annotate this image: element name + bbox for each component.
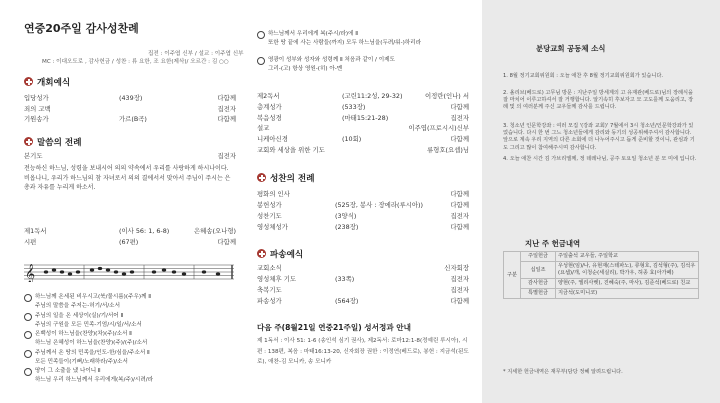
response-circle-icon xyxy=(24,331,32,339)
collect-text: 전능하신 하느님, 성령을 보내시어 의의 약속에서 우리를 사랑하게 하시나이다. 비옵나니, 우리가 하느님의 참 자녀로서 의의 결에서서 맞아서 주님이 주시는 은총과 자유를 누리게 하소서. xyxy=(24,165,231,191)
prayer-line: 모든 민족들이(기뻐/노래하라/주)/소서 xyxy=(35,358,128,365)
section-dismissal: 파송예식 xyxy=(270,250,304,260)
cross-icon xyxy=(24,77,33,86)
prayer-line: 주님께서 온 땅의 민족을/인도-한/심을/주소서 Ⅱ xyxy=(35,349,150,356)
order-row xyxy=(24,238,236,247)
prayer-line: 영광이 성부와 성자와 성령께 Ⅱ 처음과 같이 / 이제도 xyxy=(268,57,395,63)
next-week-body: 제 1독서 : 이사 51: 1-6 (송인석 심기 권사), 제2독서: 로마12:1-8(정예린 루시아), 시편 : 138편, 복음 : 마태16:13-20, 신자회장 권한 : 이정연(베드로), 봉헌 : 지금석(된도로), 애찬-김 모니카, 송 모니카 xyxy=(257,338,469,365)
row-label: 제1독서 xyxy=(24,227,47,235)
row-label: 성찬기도 xyxy=(257,212,282,220)
row-role: 은혜송(오나형) xyxy=(193,227,236,235)
svg-text:𝄞: 𝄞 xyxy=(25,264,36,282)
row-detail: (고린11:2성, 29-32) xyxy=(342,92,403,100)
news-item: 2. 올리브(베드로) 고무님 방문 : 지난주일 방세계의 고 유재관(베드로)님의 장례식을 잘 마치어 이루고하셔서 잘 거행합니다. 알기속히 후보자고 모 고도를께 도움리고, 장례 및 의 여러분께 주신 교우들께 감사를 드립니다. xyxy=(503,90,694,111)
row-role: 다함께 xyxy=(450,297,469,305)
row-role: 신자회장 xyxy=(444,264,469,272)
row-label: 평화의 인사 xyxy=(257,190,290,198)
offering-names: 우성현(임)/나, 유현재(스테파노), 류형호, 김석형(주), 김석우(요셉)/개, 이청순(세실리), 박가우, 허종 효(아가페) xyxy=(556,262,699,279)
music-notation xyxy=(24,262,234,282)
order-row xyxy=(257,286,469,295)
row-role: 다함께 xyxy=(450,135,469,144)
row-right: 집전자 xyxy=(217,152,236,160)
word-intro-row xyxy=(24,152,236,161)
row-role: 다함께 xyxy=(217,237,236,246)
offering-type: 주일헌금 xyxy=(521,252,556,262)
prayer-line: 하느님께 온세된 비우시고(북/물시름)(주우)께 Ⅱ xyxy=(35,294,151,300)
cross-icon xyxy=(24,137,33,146)
row-label: 교회와 세상을 위한 기도 xyxy=(257,146,325,154)
row-role: 집전자 xyxy=(450,286,469,294)
right-panel xyxy=(482,0,720,403)
cross-icon xyxy=(257,173,266,182)
row-detail: (564장) xyxy=(335,297,359,305)
row-label: 영성체성가 xyxy=(257,223,288,231)
next-week-title: 다음 주(8월21일 연중21주일) 성서정과 안내 xyxy=(257,323,411,332)
row-detail: (33쪽) xyxy=(335,275,355,283)
prayer-line: 주님의 구원을 모든 민족-기엄/시/일/서/소서 xyxy=(35,321,142,328)
row-detail: (533장) xyxy=(342,102,366,111)
news-item: 3. 청소년 인문학강좌 : 여러 모집 '(강좌 교회)' 7월에서 3시 청소년/인문학강좌가 있었습니다. 다시 한 번 그느 청소년들에게 감리와 동기의 성공위해주셔서 감사합니다. 앞으로 계속 우리 지역의 다른 소회에 더 나누어주시고 돕게 준비할 것이니, 관심과 기도 그리고 많이 참여해주시며 감사합니다. xyxy=(503,123,695,151)
row-detail: (238장) xyxy=(335,223,359,231)
row-role: 다함께 xyxy=(450,201,469,209)
row-left: 본기도 xyxy=(24,152,43,160)
order-row xyxy=(257,124,469,133)
row-role: 다함께 xyxy=(217,115,236,123)
row-detail: (이사 56: 1, 6-8) xyxy=(119,227,170,235)
row-detail: (마태15:21-28) xyxy=(342,113,389,122)
order-row xyxy=(257,146,469,155)
section-word: 말씀의 전례 xyxy=(37,138,82,148)
order-row xyxy=(257,264,469,273)
order-row xyxy=(257,135,469,144)
order-row xyxy=(24,115,236,124)
prayer-line: 하느님 우리 하느님께서 우리에게(복/주)/시려/라 xyxy=(35,377,154,383)
row-label: 시편 xyxy=(24,237,37,246)
row-role: 이주엽(프로시시)신부 xyxy=(408,124,469,133)
order-row xyxy=(257,275,469,284)
row-label: 설교 xyxy=(257,124,270,133)
row-detail: (439장) xyxy=(119,94,143,102)
response-circle-icon xyxy=(24,368,32,376)
row-role: 이정란(인나) 서 xyxy=(424,92,469,100)
row-role: 다함께 xyxy=(450,190,469,198)
cross-icon xyxy=(257,249,266,258)
row-label: 니케아신경 xyxy=(257,135,288,144)
row-role: 다함께 xyxy=(450,223,469,231)
offering-type: 특별헌금 xyxy=(521,289,556,299)
prayer-line: 또한 땅 끝에 사는 사람들(까지) 모두 하느님을(두려/워-)하리라 xyxy=(268,40,421,46)
row-label: 교회소식 xyxy=(257,264,282,272)
offering-type: 감사헌금 xyxy=(521,279,556,289)
row-label: 기원송가 xyxy=(24,115,49,123)
row-role: 집전자 xyxy=(450,275,469,283)
section-communion: 성찬의 전례 xyxy=(270,174,315,184)
order-row xyxy=(257,114,469,123)
response-circle-icon xyxy=(24,350,32,358)
row-role: 집전자 xyxy=(450,113,469,122)
prayer-line: 그리-(고) 항상 영원-(히) 아-멘 xyxy=(268,66,343,72)
response-circle-icon xyxy=(257,31,265,39)
row-role: 집전자 xyxy=(450,212,469,220)
news-item: 4. 오늘 애찬 시간 김 가브리엘께, 정 데레나님, 공주 토요일 청소년 분 모 미에 입니다. xyxy=(503,156,697,162)
offering-names: 지금석(도미니코) xyxy=(556,289,699,299)
order-row xyxy=(24,94,236,103)
offering-row xyxy=(504,262,699,279)
row-label: 복음성경 xyxy=(257,113,282,122)
row-label: 파송성가 xyxy=(257,297,282,305)
row-detail: 가르(B곡) xyxy=(119,115,147,123)
row-role: 류형호(요셉)님 xyxy=(426,146,469,154)
row-detail: (10회) xyxy=(342,135,362,144)
order-row xyxy=(257,201,469,210)
order-row xyxy=(257,92,469,101)
page-title: 연중20주일 감사성찬례 xyxy=(24,22,139,35)
prayer-line: 주님의 말씀을 주저는-허기/서/소서 xyxy=(35,303,120,309)
offering-table xyxy=(503,251,699,299)
prayer-line: 땅이 그 소출을 냈 나이니 Ⅱ xyxy=(35,368,101,374)
order-row xyxy=(257,212,469,221)
prayer-line: 하느님께서 우리에게 복(주시/라)에 Ⅱ xyxy=(268,31,358,37)
officiants: 집전 : 이주엽 신부 / 설교 : 이주엽 신부 xyxy=(148,51,244,57)
music-staff xyxy=(24,262,234,282)
row-role: 다함께 xyxy=(217,94,236,102)
row-label: 봉헌성가 xyxy=(257,201,282,209)
row-label: 축복기도 xyxy=(257,286,282,294)
row-label: 제2독서 xyxy=(257,92,280,100)
order-row xyxy=(257,223,469,232)
response-circle-icon xyxy=(257,57,265,65)
offering-side-label: 구분 xyxy=(504,252,521,299)
response-circle-icon xyxy=(24,294,32,302)
row-role: 다함께 xyxy=(450,102,469,111)
row-role: 집전자 xyxy=(217,104,236,113)
row-label: 죄의 고백 xyxy=(24,104,51,113)
row-detail: (3양식) xyxy=(335,212,357,220)
offering-row xyxy=(504,289,699,299)
row-label: 영성체후 기도 xyxy=(257,275,297,283)
order-row xyxy=(257,103,469,112)
offering-names: 양현(주, 엘리사벳), 진혜숙(주, 마사), 김준석(베드로) 친교 xyxy=(556,279,699,289)
prayer-line: 주님의 일을 온 세상이(실)/기/서어 Ⅱ xyxy=(35,312,124,319)
order-row xyxy=(257,190,469,199)
order-row xyxy=(24,105,236,114)
row-detail: (525장, 봉사 : 장에라(루시아)) xyxy=(335,201,424,209)
offering-type: 십일조 xyxy=(521,262,556,279)
offering-names: 주일출석 교우들, 주일학교 xyxy=(556,252,699,262)
row-label: 층계성가 xyxy=(257,102,282,111)
offering-title: 지난 주 헌금내역 xyxy=(525,239,581,248)
section-opening: 개회예식 xyxy=(37,78,71,88)
row-detail: (67편) xyxy=(119,237,139,246)
assistants: MC : 이대오도로 , 감사헌금 / 성찬 : 류 요한, 조 요한(제삭)/ 오르간 : 김 ○○ xyxy=(42,59,229,65)
prayer-line: 온백성이 하느님을(찬양)(차)(주)/소서 Ⅱ xyxy=(35,331,132,337)
news-item: 1. 8월 정기교회위원회 : 오늘 애찬 후 8월 정기교회위원회가 있습니다. xyxy=(503,73,664,79)
offering-row xyxy=(504,279,699,289)
prayer-line: 하느님 은혜성이 하느님을(찬양)(주)/(주)/소서 xyxy=(35,340,148,346)
response-circle-icon xyxy=(24,313,32,321)
offering-note: * 지세한 헌금내역은 재무부(담당 정혜 알려드립니다. xyxy=(503,369,623,375)
order-row xyxy=(24,227,236,236)
row-label: 입당성가 xyxy=(24,94,49,102)
order-row xyxy=(257,297,469,306)
news-title: 분당교회 공동체 소식 xyxy=(536,44,606,53)
offering-row xyxy=(504,252,699,262)
